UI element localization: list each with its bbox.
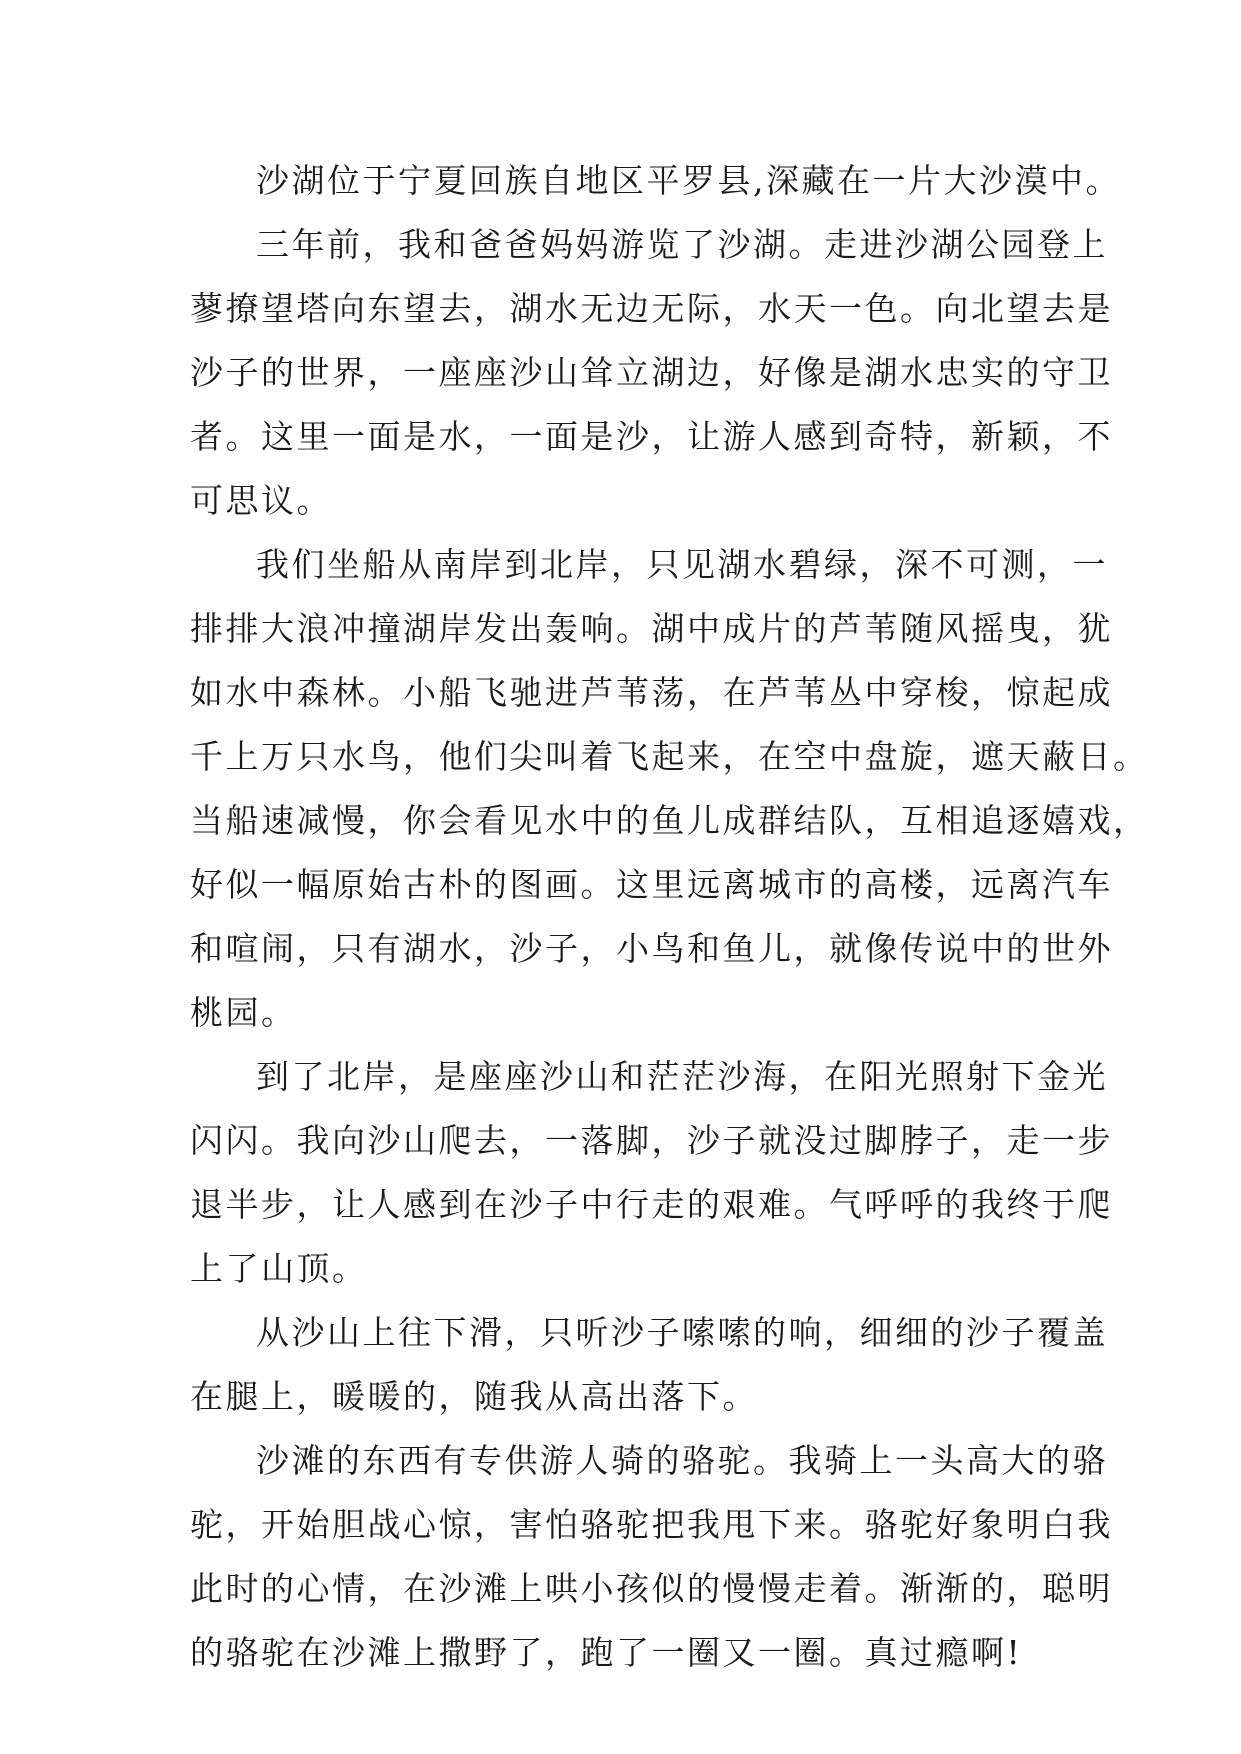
text-line: 沙滩的东西有专供游人骑的骆驼。我骑上一头高大的骆 xyxy=(256,1441,1108,1480)
text-line: 此时的心情，在沙滩上哄小孩似的慢慢走着。渐渐的，聪明 xyxy=(190,1569,1113,1608)
text-line: 我们坐船从南岸到北岸，只见湖水碧绿，深不可测，一 xyxy=(256,545,1108,584)
text-line: 当船速减慢，你会看见水中的鱼儿成群结队，互相追逐嬉戏， xyxy=(190,801,1149,840)
text-line: 闪闪。我向沙山爬去，一落脚，沙子就没过脚脖子，走一步 xyxy=(190,1121,1113,1160)
text-line: 可思议。 xyxy=(190,481,332,520)
text-line: 桃园。 xyxy=(190,993,297,1032)
text-line: 蓼撩望塔向东望去，湖水无边无际，水天一色。向北望去是 xyxy=(190,289,1113,328)
text-line: 如水中森林。小船飞驰进芦苇荡，在芦苇丛中穿梭，惊起成 xyxy=(190,673,1113,712)
text-line: 从沙山上往下滑，只听沙子嗦嗦的响，细细的沙子覆盖 xyxy=(256,1313,1108,1352)
text-line: 好似一幅原始古朴的图画。这里远离城市的高楼，远离汽车 xyxy=(190,865,1113,904)
text-line: 在腿上，暖暖的，随我从高出落下。 xyxy=(190,1377,758,1416)
text-line: 沙子的世界，一座座沙山耸立湖边，好像是湖水忠实的守卫 xyxy=(190,353,1113,392)
text-line: 驼，开始胆战心惊，害怕骆驼把我甩下来。骆驼好象明白我 xyxy=(190,1505,1113,1544)
text-line: 的骆驼在沙滩上撒野了，跑了一圈又一圈。真过瘾啊! xyxy=(190,1633,1023,1672)
text-line: 排排大浪冲撞湖岸发出轰响。湖中成片的芦苇随风摇曳，犹 xyxy=(190,609,1113,648)
text-line: 上了山顶。 xyxy=(190,1249,368,1288)
text-line: 三年前，我和爸爸妈妈游览了沙湖。走进沙湖公园登上 xyxy=(256,225,1108,264)
text-line: 退半步，让人感到在沙子中行走的艰难。气呼呼的我终于爬 xyxy=(190,1185,1113,1224)
text-line: 到了北岸，是座座沙山和茫茫沙海，在阳光照射下金光 xyxy=(256,1057,1108,1096)
text-line: 沙湖位于宁夏回族自地区平罗县,深藏在一片大沙漠中。 xyxy=(256,161,1121,200)
essay-body xyxy=(190,161,1149,1699)
text-line: 者。这里一面是水，一面是沙，让游人感到奇特，新颖，不 xyxy=(190,417,1113,456)
text-line: 和喧闹，只有湖水，沙子，小鸟和鱼儿，就像传说中的世外 xyxy=(190,929,1113,968)
text-line: 千上万只水鸟，他们尖叫着飞起来，在空中盘旋，遮天蔽日。 xyxy=(190,737,1149,776)
